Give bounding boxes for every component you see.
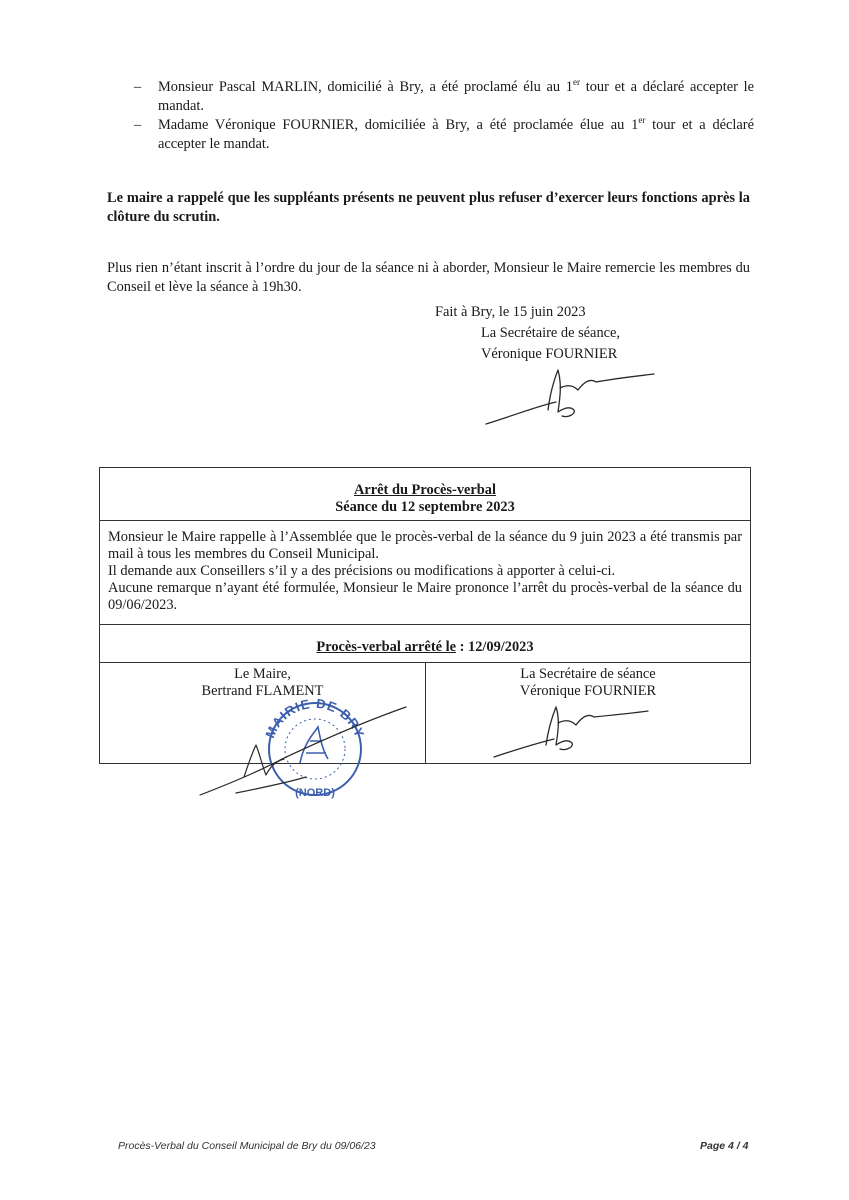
approval-label: Procès-verbal arrêté le	[316, 639, 456, 655]
body-line: Il demande aux Conseillers s’il y a des précisions ou modifications à apporter à celui-ci.	[108, 563, 616, 579]
bullet-text-end: tour et a déclaré accepter le mandat.	[158, 79, 754, 114]
bullet-dash: –	[134, 117, 142, 133]
signoff-place-date: Fait à Bry, le 15 juin 2023	[435, 304, 586, 320]
list-item	[134, 78, 754, 116]
approval-date-row	[100, 625, 750, 663]
closing-paragraph: Plus rien n’étant inscrit à l’ordre du jour de la séance ni à aborder, Monsieur le Maire remercie les membres du Conseil et lève la séance à 19h30.	[107, 260, 750, 295]
secretary-signature-2	[488, 701, 652, 763]
secretary-name: Véronique FOURNIER	[519, 683, 657, 699]
ordinal-suffix: er	[573, 77, 581, 87]
bullet-dash: –	[134, 79, 142, 95]
bullet-text: Madame Véronique FOURNIER, domiciliée à Bry, a été proclamée élue au 1	[158, 117, 639, 133]
body-line: Monsieur le Maire rappelle à l’Assemblée que le procès-verbal de la séance du 9 juin 2023 a été transmis par mail à tous les membres du Conseil Municipal.	[108, 529, 742, 562]
signoff-block	[435, 303, 735, 366]
table-body	[100, 521, 750, 625]
ordinal-suffix: er	[638, 115, 646, 125]
mayor-role: Le Maire,	[234, 666, 291, 682]
list-item	[134, 116, 754, 154]
secretary-signature	[478, 364, 658, 432]
stamp-bottom-text: (NORD)	[295, 787, 335, 799]
stamp-top-text: MAIRIE DE BRY	[262, 695, 368, 741]
elected-list	[134, 78, 754, 154]
footer-title: Procès-Verbal du Conseil Municipal de Bry du 09/06/23	[118, 1140, 376, 1152]
secretary-role: La Secrétaire de séance	[520, 666, 656, 682]
approval-date: 12/09/2023	[468, 639, 534, 655]
substitutes-notice: Le maire a rappelé que les suppléants présents ne peuvent plus refuser d’exercer leurs fonctions après la clôture du scrutin.	[107, 190, 750, 225]
approval-separator: :	[456, 639, 468, 655]
table-header	[100, 468, 750, 521]
table-title: Arrêt du Procès-verbal	[354, 482, 496, 498]
body-line: Aucune remarque n’ayant été formulée, Monsieur le Maire prononce l’arrêt du procès-verbal de la séance du 09/06/2023.	[108, 580, 742, 613]
mayor-name: Bertrand FLAMENT	[201, 683, 324, 699]
mayor-signature	[196, 703, 410, 799]
bullet-text-end: tour et a déclaré accepter le mandat.	[158, 117, 754, 152]
bullet-text: Monsieur Pascal MARLIN, domicilié à Bry, a été proclamé élu au 1	[158, 79, 574, 95]
table-session: Séance du 12 septembre 2023	[335, 499, 515, 515]
page-number: Page 4 / 4	[700, 1140, 749, 1152]
signoff-name: Véronique FOURNIER	[481, 346, 618, 362]
signoff-role: La Secrétaire de séance,	[481, 325, 621, 341]
